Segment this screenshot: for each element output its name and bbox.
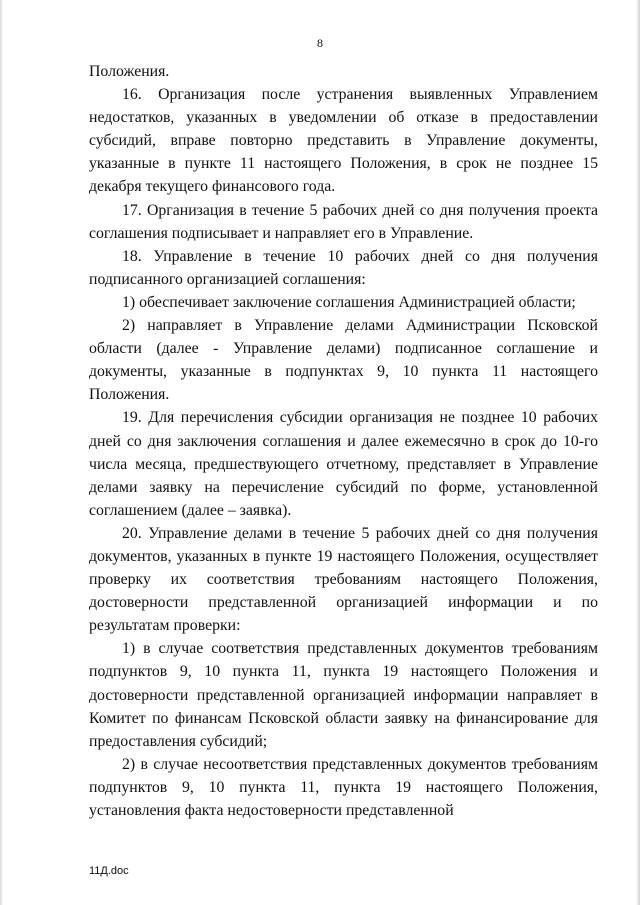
paragraph-continuation: Положения.	[89, 63, 170, 80]
page-number: 8	[317, 36, 323, 50]
paragraph-item-19: 19. Для перечисления субсидии организация не позднее 10 рабочих дней со дня заключения соглашения и далее ежемесячно в срок до 10-го числа месяца, предшествующего отчетному, представляет в Управление делами заявку на перечисление субсидий по форме, установленной соглашением (далее – заявка).	[89, 409, 598, 519]
paragraph-item-18-sub-2: 2) направляет в Управление делами Администрации Псковской области (далее - Управление делами) подписанное соглашение и документы, указанные в подпунктах 9, 10 пункта 11 настоящего Положения.	[89, 317, 598, 404]
paragraph-item-18: 18. Управление в течение 10 рабочих дней со дня получения подписанного организацией соглашения:	[89, 247, 598, 288]
paragraph-item-20-sub-2: 2) в случае несоответствия представленных документов требованиям подпунктов 9, 10 пункта 11, пункта 19 настоящего Положения, установления факта недостоверности представленной	[89, 755, 598, 819]
paragraph-item-17: 17. Организация в течение 5 рабочих дней со дня получения проекта соглашения подписывает и направляет его в Управление.	[89, 201, 598, 242]
paragraph-item-20-sub-1: 1) в случае соответствия представленных документов требованиям подпунктов 9, 10 пункта 11, пункта 19 настоящего Положения и достоверности представленной организацией информации направляет в Комитет по финансам Псковской области заявку на финансирование для предоставления субсидий;	[89, 640, 598, 750]
document-footer-filename: 11Д.doc	[89, 865, 129, 877]
scan-edge-right	[636, 0, 640, 905]
document-body	[89, 60, 598, 822]
scan-edge-left	[0, 0, 3, 905]
paragraph-item-20: 20. Управление делами в течение 5 рабочих дней со дня получения документов, указанных в пункте 19 настоящего Положения, осуществляет проверку их соответствия требованиям настоящего Положения, достоверности представленной организацией информации и по результатам проверки:	[89, 524, 598, 635]
paragraph-item-16: 16. Организация после устранения выявленных Управлением недостатков, указанных в уведомлении об отказе в предоставлении субсидий, вправе повторно представить в Управление документы, указанные в пункте 11 настоящего Положения, в срок не позднее 15 декабря текущего финансового года.	[89, 86, 598, 196]
paragraph-item-18-sub-1: 1) обеспечивает заключение соглашения Администрацией области;	[122, 293, 576, 311]
